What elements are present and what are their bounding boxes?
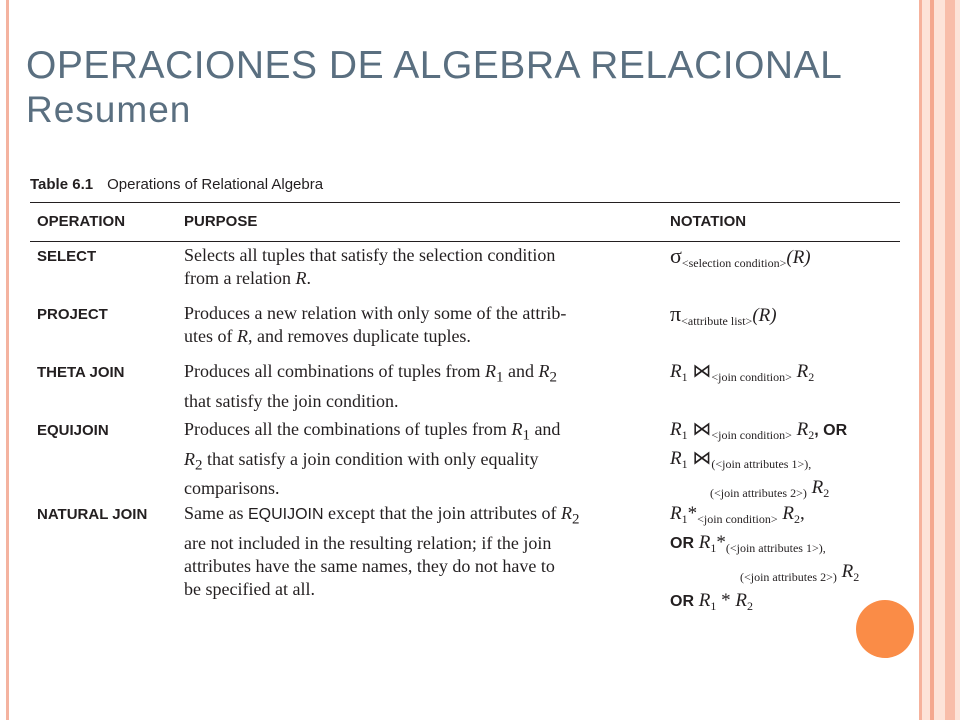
right-border-stripe-outer xyxy=(945,0,955,720)
notation-variable: R xyxy=(782,503,794,524)
notation-subscript: <join condition> xyxy=(711,428,792,442)
table-row-theta-join xyxy=(30,358,900,416)
notation-argument: (R) xyxy=(786,247,811,268)
header-notation: NOTATION xyxy=(670,213,747,230)
notation-variable: R xyxy=(670,448,682,469)
purpose-variable: R xyxy=(237,326,248,346)
notation-subscript: 2 xyxy=(853,570,860,584)
star-icon: * xyxy=(716,532,726,553)
pi-symbol: π xyxy=(670,301,682,326)
notation-variable: R xyxy=(841,561,854,582)
table-row-natural-join xyxy=(30,500,900,613)
right-border-stripe-inner xyxy=(930,0,934,720)
operation-purpose xyxy=(184,244,644,290)
notation-or: OR xyxy=(670,535,694,552)
purpose-text: from a relation xyxy=(184,268,291,288)
table-row-select xyxy=(30,242,900,300)
purpose-subscript: 1 xyxy=(522,427,530,444)
purpose-variable: R xyxy=(184,448,195,469)
notation-variable: R xyxy=(811,477,824,498)
notation-variable: R xyxy=(796,361,809,382)
notation-subscript: (<join attributes 2>) xyxy=(740,570,837,584)
purpose-text: and xyxy=(534,419,561,439)
notation-subscript: 2 xyxy=(823,486,830,500)
notation-subscript: (<join attributes 1>), xyxy=(725,541,826,555)
join-icon: ⋈ xyxy=(692,419,712,440)
purpose-subscript: 2 xyxy=(571,511,580,528)
purpose-text: Produces all the combinations of tuples from xyxy=(184,419,507,439)
notation-subscript: 2 xyxy=(746,599,753,613)
notation-subscript: <join condition> xyxy=(711,370,792,384)
notation-subscript: 1 xyxy=(710,599,717,613)
notation-subscript: (<join attributes 2>) xyxy=(710,486,807,500)
operation-notation xyxy=(670,244,900,275)
purpose-text: comparisons. xyxy=(184,478,280,499)
notation-variable: R xyxy=(670,419,682,440)
notation-subscript: 1 xyxy=(681,457,688,471)
purpose-keyword: EQUIJOIN xyxy=(247,506,324,523)
purpose-text: except that the join attributes of xyxy=(328,503,557,523)
notation-variable: R xyxy=(735,590,747,611)
slide-title-line-2: Resumen xyxy=(26,89,192,130)
purpose-variable: R xyxy=(511,419,523,439)
right-border-stripe xyxy=(919,0,922,720)
table-row-project xyxy=(30,300,900,358)
operation-purpose xyxy=(184,418,644,500)
table-caption-text: Operations of Relational Algebra xyxy=(107,176,324,193)
purpose-variable: R xyxy=(538,361,550,381)
purpose-text: utes of xyxy=(184,326,233,346)
operation-purpose xyxy=(184,360,644,413)
table-row-equijoin xyxy=(30,416,900,500)
notation-subscript: 1 xyxy=(681,428,688,442)
operation-notation xyxy=(670,302,900,333)
purpose-text: Produces all combinations of tuples from xyxy=(184,361,481,381)
purpose-subscript: 1 xyxy=(495,369,504,386)
notation-variable: R xyxy=(670,361,682,382)
operation-purpose xyxy=(184,502,644,601)
purpose-variable: R xyxy=(560,503,572,523)
purpose-text: be specified at all. xyxy=(184,578,315,599)
notation-subscript: <selection condition> xyxy=(681,256,787,270)
header-purpose: PURPOSE xyxy=(184,213,258,230)
notation-subscript: 2 xyxy=(808,370,815,384)
left-border-stripe xyxy=(6,0,9,720)
operation-name: THETA JOIN xyxy=(37,364,125,381)
purpose-text: that satisfy a join condition with only equality xyxy=(207,448,539,469)
star-icon: * xyxy=(687,503,698,524)
operation-name: SELECT xyxy=(37,248,97,265)
purpose-text: attributes have the same names, they do not have to xyxy=(184,555,555,576)
notation-subscript: 2 xyxy=(808,428,815,442)
operation-name: EQUIJOIN xyxy=(37,422,109,439)
star-icon: * xyxy=(721,590,731,611)
notation-subscript: 1 xyxy=(710,541,717,555)
notation-argument: (R) xyxy=(752,305,777,326)
notation-or: OR xyxy=(670,593,694,610)
purpose-text: . xyxy=(306,268,311,288)
purpose-subscript: 2 xyxy=(195,457,203,474)
purpose-text: Same as xyxy=(184,503,244,523)
header-operation: OPERATION xyxy=(37,213,126,230)
purpose-variable: R xyxy=(295,268,307,288)
purpose-subscript: 2 xyxy=(549,369,557,386)
purpose-variable: R xyxy=(484,361,496,381)
purpose-text: are not included in the resulting relation; if the join xyxy=(184,532,552,553)
notation-variable: R xyxy=(670,503,682,524)
purpose-text: that satisfy the join condition. xyxy=(184,390,399,411)
sigma-symbol: σ xyxy=(670,243,682,268)
purpose-text: , and removes duplicate tuples. xyxy=(248,326,471,346)
notation-comma: , xyxy=(800,503,805,524)
operation-name: PROJECT xyxy=(37,306,108,323)
operation-notation xyxy=(670,418,900,505)
purpose-text: Produces a new relation with only some of the attrib- xyxy=(184,303,567,323)
table-caption xyxy=(30,172,900,198)
notation-variable: R xyxy=(698,590,711,611)
purpose-text: and xyxy=(507,361,534,381)
join-icon: ⋈ xyxy=(692,361,712,382)
notation-subscript: 1 xyxy=(681,512,688,526)
notation-subscript: <join condition> xyxy=(697,512,778,526)
join-icon: ⋈ xyxy=(692,448,712,469)
operation-notation xyxy=(670,502,900,618)
notation-subscript: (<join attributes 1>), xyxy=(711,457,812,471)
notation-variable: R xyxy=(698,532,711,553)
notation-subscript: <attribute list> xyxy=(681,314,753,328)
operation-purpose xyxy=(184,302,644,348)
relational-algebra-table xyxy=(30,172,900,613)
notation-or: , OR xyxy=(814,422,848,439)
operation-name: NATURAL JOIN xyxy=(37,506,148,523)
notation-subscript: 1 xyxy=(681,370,688,384)
slide-title-line-1: OPERACIONES DE ALGEBRA RELACIONAL xyxy=(26,44,843,87)
purpose-text: Selects all tuples that satisfy the selection condition xyxy=(184,245,556,265)
table-header-row xyxy=(30,203,900,241)
notation-variable: R xyxy=(796,419,809,440)
table-caption-label: Table 6.1 xyxy=(30,176,94,193)
operation-notation xyxy=(670,360,900,389)
slide-title xyxy=(26,44,842,132)
notation-subscript: 2 xyxy=(794,512,800,526)
